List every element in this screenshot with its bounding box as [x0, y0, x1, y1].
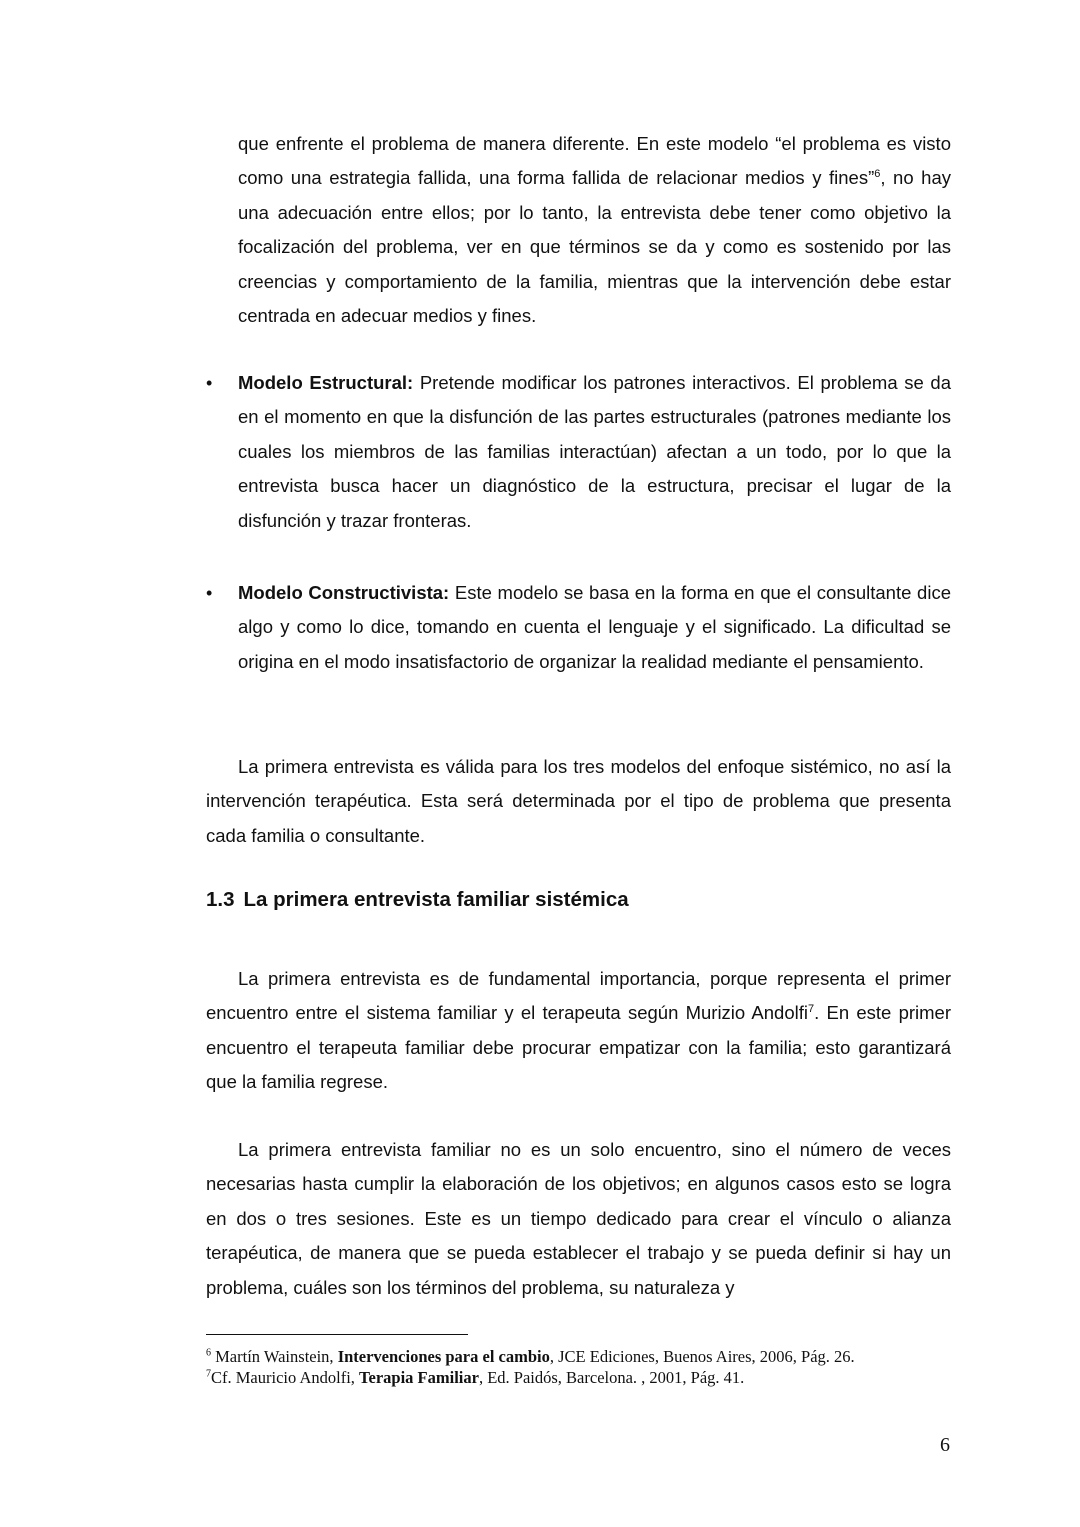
bullet-modelo-estructural: [206, 366, 951, 538]
footnote-ref-6[interactable]: 6: [874, 168, 881, 181]
bullet-body: [238, 576, 951, 679]
footnote-divider: [206, 1334, 468, 1335]
intro-paragraph: [238, 127, 951, 333]
section-title: La primera entrevista familiar sistémica: [243, 888, 629, 911]
page-number: 6: [940, 1434, 950, 1456]
bullet-term: Modelo Estructural:: [238, 372, 414, 393]
section-number: 1.3: [206, 888, 235, 911]
section-heading: [206, 888, 629, 912]
bullet-modelo-constructivista: [206, 576, 951, 679]
footnote-details: , Ed. Paidós, Barcelona. , 2001, Pág. 41.: [478, 1368, 745, 1387]
footnote-6: [206, 1346, 966, 1367]
bullet-icon: •: [206, 373, 213, 393]
bullet-text: Pretende modificar los patrones interactivos. El problema se da en el momento en que la disfunción de las partes estructurales (patrones mediante los cuales los miembros de las familias interactúan) afectan a un todo, por lo que la entrevista busca hacer un diagnóstico de la estructura, precisar el lugar de la disfunción y trazar fronteras.: [238, 372, 951, 531]
bullet-term: Modelo Constructivista:: [238, 582, 450, 603]
paragraph-importance: [206, 962, 951, 1100]
bullet-text: Este modelo se basa en la forma en que el consultante dice algo y como lo dice, tomando en cuenta el lenguaje y el significado. La dificultad se origina en el modo insatisfactorio de organizar la realidad mediante el pensamiento.: [238, 582, 951, 672]
footnote-number: 7: [206, 1368, 211, 1380]
footnote-author: Cf. Mauricio Andolfi,: [211, 1368, 360, 1387]
paragraph-models: La primera entrevista es válida para los tres modelos del enfoque sistémico, no así la intervención terapéutica. Esta será determinada por el tipo de problema que presenta cada familia o consultante.: [206, 756, 951, 846]
bullet-body: [238, 366, 951, 538]
paragraph-sessions: La primera entrevista familiar no es un solo encuentro, sino el número de veces necesarias hasta cumplir la elaboración de los objetivos; en algunos casos esto se logra en dos o tres sesiones. Este es un tiempo dedicado para crear el vínculo o alianza terapéutica, de manera que se pueda establecer el trabajo y se pueda definir si hay un problema, cuáles son los términos del problema, su naturaleza y: [206, 1139, 951, 1298]
footnote-title: Terapia Familiar: [359, 1368, 479, 1387]
bullet-icon: •: [206, 583, 213, 603]
footnote-7: [206, 1367, 966, 1388]
quote-text: que enfrente el problema de manera diferente. En este modelo “el problema es visto como una estrategia fallida, una forma fallida de relacionar medios y fines”: [238, 133, 951, 189]
footnotes: [206, 1346, 966, 1388]
footnote-title: Intervenciones para el cambio: [337, 1347, 550, 1366]
paragraph-text: , no hay una adecuación entre ellos; por lo tanto, la entrevista debe tener como objetivo la focalización del problema, ver en que términos se da y como es sostenido por las creencias y comportamiento de la familia, mientras que la intervención debe estar centrada en adecuar medios y fines.: [238, 167, 952, 327]
footnote-ref-7[interactable]: 7: [808, 1003, 815, 1016]
footnote-details: , JCE Ediciones, Buenos Aires, 2006, Pág. 26.: [549, 1347, 855, 1366]
paragraph-text: . En este primer encuentro el terapeuta familiar debe procurar empatizar con la familia; esto garantizará que la familia regrese.: [206, 1002, 951, 1093]
footnote-author: Martín Wainstein,: [211, 1347, 338, 1366]
footnote-number: 6: [206, 1347, 211, 1359]
paragraph-text: La primera entrevista es de fundamental importancia, porque representa el primer encuentro entre el sistema familiar y el terapeuta según Murizio Andolfi: [206, 968, 951, 1024]
